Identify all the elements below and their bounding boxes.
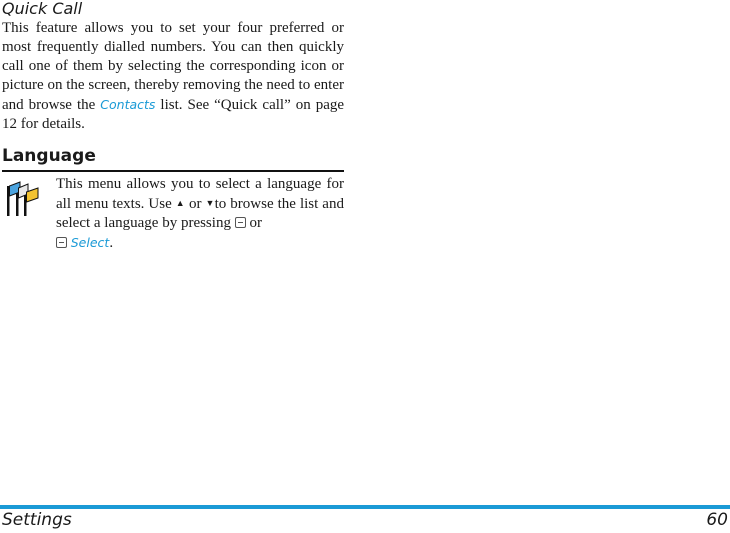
quick-call-description xyxy=(2,19,344,134)
heading-divider xyxy=(2,170,344,172)
language-end: . xyxy=(109,235,114,251)
contacts-link[interactable]: Contacts xyxy=(100,97,156,112)
language-text-2: to browse the list and select a language by pressing xyxy=(56,196,344,231)
language-flags-icon xyxy=(4,178,40,218)
language-text-1: This menu allows you to select a language for all menu texts. Use xyxy=(56,176,344,212)
language-or-2: or xyxy=(245,215,262,231)
up-arrow-icon: ▲ xyxy=(175,198,185,208)
footer-rule xyxy=(0,505,730,509)
language-heading: Language xyxy=(2,146,96,166)
down-arrow-icon: ▼ xyxy=(205,198,215,208)
quick-call-heading: Quick Call xyxy=(2,0,83,18)
language-or-1: or xyxy=(184,196,206,212)
language-description xyxy=(56,175,344,253)
footer-section-title: Settings xyxy=(2,510,72,530)
select-link[interactable]: Select xyxy=(70,235,110,250)
softkey-icon xyxy=(56,237,67,248)
page-number: 60 xyxy=(706,510,728,530)
ok-key-icon xyxy=(235,217,246,228)
quick-call-text-1: This feature allows you to set your four preferred or most frequently dialled numbers. You can then quickly call one of them by selecting the corresponding icon or picture on the screen, thereby removing the need to enter and browse the xyxy=(2,20,344,113)
quick-call-text-2: list. See “Quick call” on page 12 for details. xyxy=(2,97,345,132)
